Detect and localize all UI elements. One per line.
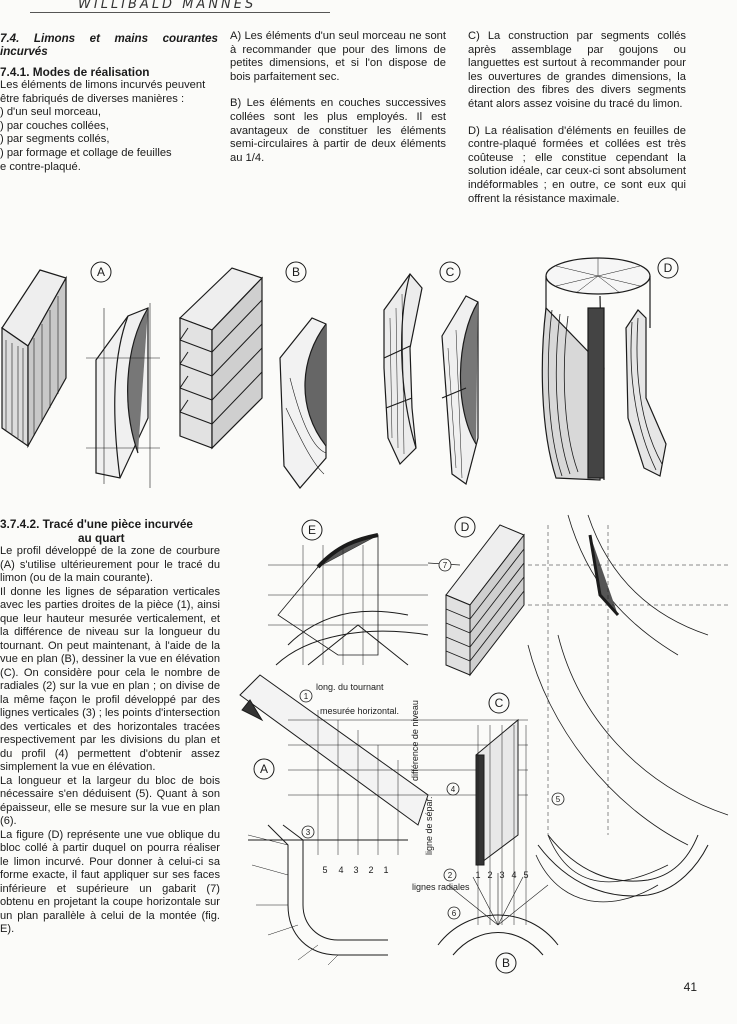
- figure-label-a: A: [96, 265, 106, 279]
- plan-number-row: [475, 870, 528, 880]
- radial-number: 1: [383, 865, 389, 875]
- list-item: ) par segments collés,: [0, 133, 110, 146]
- marker-number: 3: [305, 828, 311, 837]
- plan-number: 2: [487, 870, 493, 880]
- plan-number: 3: [499, 870, 505, 880]
- segments-left: [384, 274, 422, 464]
- stringer-projection: [528, 515, 728, 902]
- subheading-7-4-1: 7.4.1. Modes de réalisation: [0, 65, 150, 79]
- radial-number: 5: [322, 865, 328, 875]
- curved-piece-layered: [280, 318, 326, 488]
- section-7-4-1-column: [0, 32, 218, 174]
- body-paragraph: La longueur et la largeur du bloc de bois nécessaire s'en déduisent (5). Quant à son épaisseur, elle se mesure sur la vue en plan (6).: [0, 774, 220, 827]
- marker-number: 5: [555, 795, 561, 804]
- subheading-7-4-2-line2: au quart: [78, 531, 125, 545]
- body-paragraph: Il donne les lignes de séparation verticales avec les parties droites de la pièce (1), ainsi que leur hauteur mesurée verticalement, et la différence de niveau sur la longueur du tournant. On peut maintenant, à l'aide de la vue en plan (B), dessiner la vue en élévation (C). On considère pour cela le nombre de radiales (2) sur la vue en plan ; on divise de la même façon le profil développé par des lignes verticales (3) ; les points d'intersection des verticales et des horizontales tracées respectivement par les divisions du plan et du profil (4) permettent d'obtenir assez simplement la vue en élévation.: [0, 585, 220, 773]
- annotation-lignes-radiales: lignes radiales: [412, 882, 470, 892]
- marker-number: 2: [447, 871, 453, 880]
- list-item: e contre-plaqué.: [0, 160, 81, 173]
- radial-number: 2: [368, 865, 374, 875]
- annotation-long-tournant: long. du tournant: [316, 682, 384, 692]
- radial-number-row: [322, 865, 388, 875]
- annotation-difference-niveau: différence de niveau: [410, 700, 420, 781]
- curved-piece-single: [86, 303, 160, 488]
- radial-number: 4: [338, 865, 344, 875]
- intro-paragraph: Les éléments de limons incurvés peuvent être fabriqués de diverses manières :: [0, 79, 206, 105]
- block-single-piece: [2, 270, 66, 446]
- handwritten-author-name: WILLIBALD MANNES: [78, 0, 257, 12]
- annotation-ligne-separ: ligne de sépar.: [424, 796, 434, 855]
- view-letter-b: B: [501, 956, 511, 970]
- section-7-4-2-column: [0, 517, 220, 937]
- methods-list: [0, 106, 218, 174]
- view-d-glued-block: [428, 525, 524, 675]
- lower-right-plan-curve: [538, 835, 708, 896]
- view-letter-a: A: [259, 762, 269, 776]
- annotation-mesuree-horizontal: mesurée horizontal.: [320, 706, 400, 716]
- view-c-elevation: [476, 720, 529, 925]
- radial-number: 3: [353, 865, 359, 875]
- section-heading-7-4: 7.4. Limons et mains courantes incurvés: [0, 32, 218, 58]
- header-rule: [30, 12, 330, 13]
- paragraph-a: A) Les éléments d'un seul morceau ne sont à recommander que pour des limons de petites dimensions, et si l'on dispose de bois parfaitement sec.: [230, 30, 446, 83]
- marker-number: 6: [451, 909, 457, 918]
- body-paragraph: La figure (D) représente une vue oblique du bloc collé à partir duquel on pourra réaliser le limon incurvé. Pour donner à celui-ci sa forme exacte, il faut appliquer sur ses faces inférieure et supérieure un gabarit (7) obtenu en projetant la coupe horizontale sur un plan parallèle à celui de la montée (fig. E).: [0, 828, 220, 935]
- plywood-curved-piece: [626, 310, 666, 476]
- view-letter-e: E: [307, 523, 317, 537]
- marker-number: 4: [450, 785, 456, 794]
- paragraph-b: B) Les éléments en couches successives collées sont les plus employés. Il est avantageux de constituer les éléments semi-circulaires à partir de deux éléments au 1/4.: [230, 97, 446, 164]
- segments-right: [442, 296, 478, 484]
- paragraph-c: C) La construction par segments collés après assemblage par goujons ou languettes est surtout à recommander pour les ouvertures de grandes dimensions, la direction des fibres des divers segments étant alors assez voisine du tracé du limon.: [468, 30, 686, 110]
- marker-number: 7: [442, 561, 448, 570]
- list-item: ) d'un seul morceau,: [0, 106, 102, 119]
- marker-number: 1: [303, 692, 309, 701]
- paragraph-d: D) La réalisation d'éléments en feuilles de contre-plaqué formées et collées est très coûteuse ; elle constitue cependant la solution idéale, car ceux-ci sont absolument indéformables ; en outre, ce sont eux qui offrent la résistance maximale.: [468, 124, 686, 205]
- plan-number: 5: [523, 870, 529, 880]
- subheading-7-4-2: 3.7.4.2. Tracé d'une pièce incurvée: [0, 517, 193, 531]
- column-3: [468, 30, 686, 219]
- list-item: ) par formage et collage de feuilles: [0, 146, 172, 159]
- view-letter-d: D: [460, 520, 470, 534]
- plan-number: 1: [475, 870, 481, 880]
- block-layered: [180, 268, 262, 448]
- view-e-template: [268, 535, 428, 665]
- figure-label-b: B: [291, 265, 301, 279]
- view-letter-c: C: [494, 696, 504, 710]
- plan-number: 4: [511, 870, 517, 880]
- list-item: ) par couches collées,: [0, 119, 109, 132]
- body-paragraph: Le profil développé de la zone de courbure (A) s'utilise ultérieurement pour le tracé du limon (ou de la main courante).: [0, 545, 220, 584]
- figure-label-c: C: [445, 265, 455, 279]
- figure-construction-methods: [0, 248, 737, 498]
- page-number: 41: [683, 980, 697, 994]
- figure-tracing-quarter-piece: [228, 505, 737, 975]
- figure-label-d: D: [663, 261, 673, 275]
- column-2: [230, 30, 446, 178]
